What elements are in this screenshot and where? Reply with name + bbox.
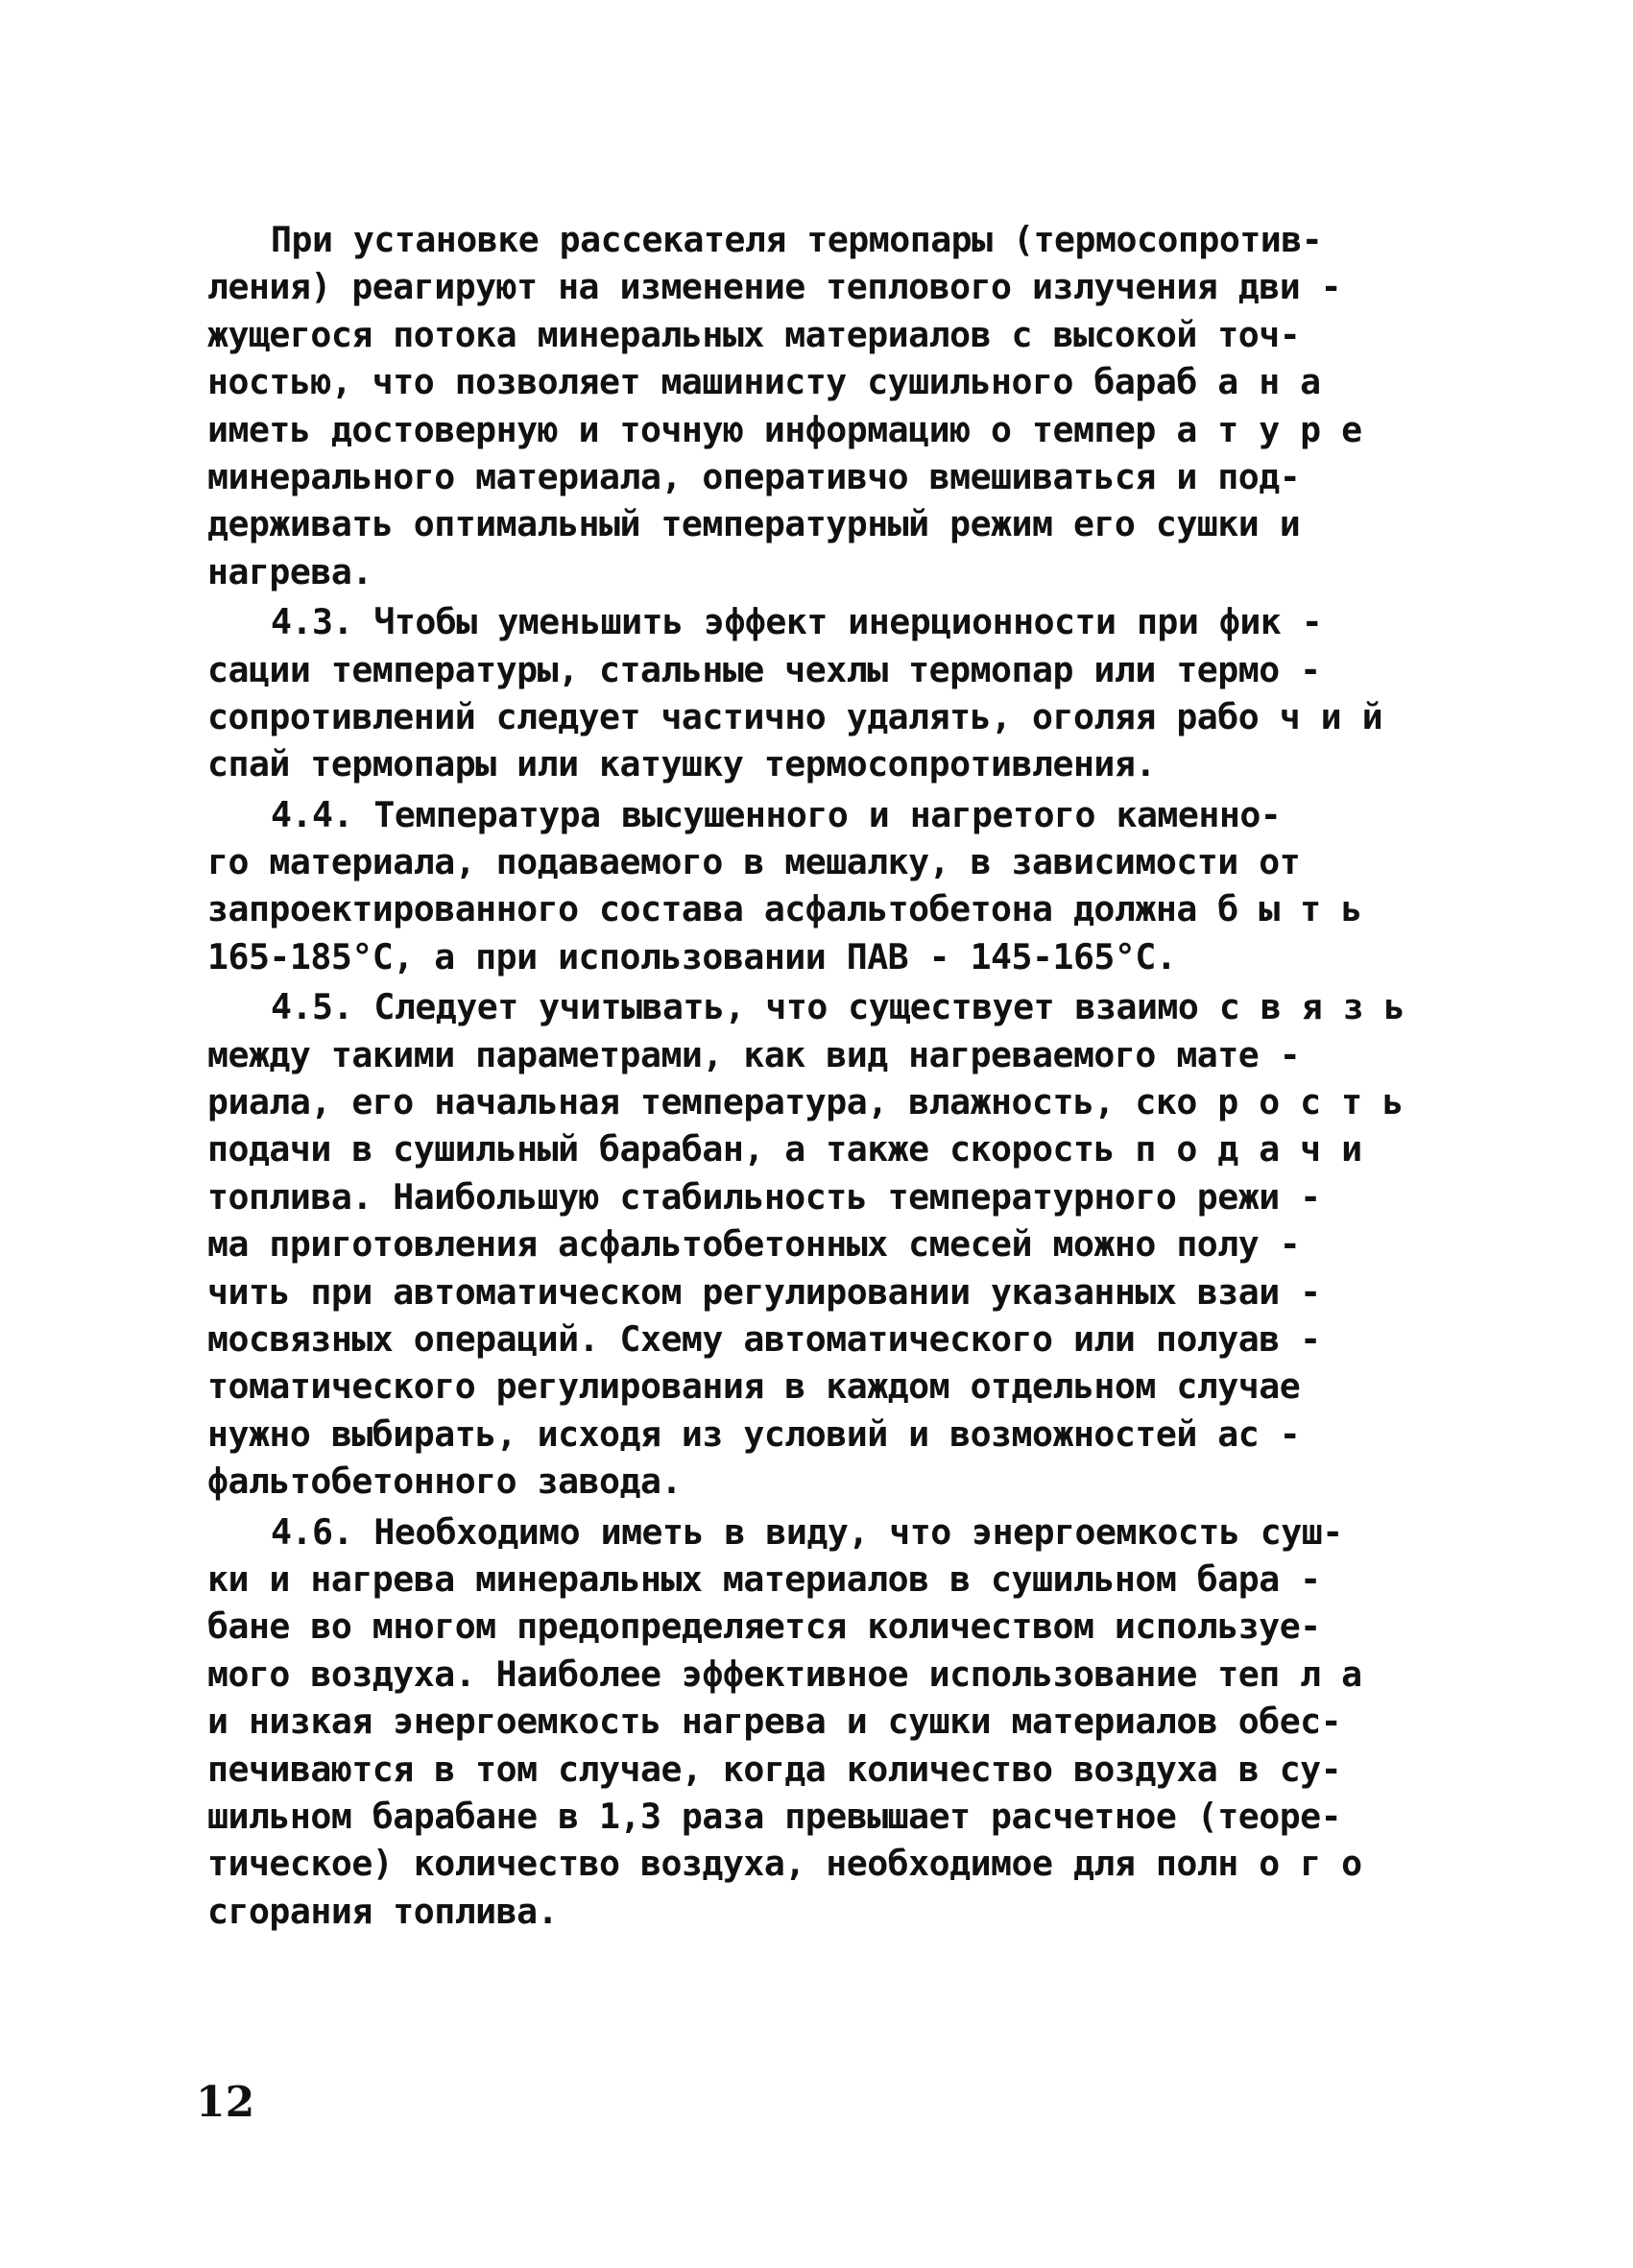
paragraph-thermocouple-installation <box>207 216 1448 595</box>
text-line: сации температуры, стальные чехлы термопар или термо - <box>207 648 1321 690</box>
text-line: жущегося потока минеральных материалов с высокой точ- <box>207 313 1301 355</box>
paragraph-4-5 <box>207 983 1448 1505</box>
text-line: ностью, что позволяет машинисту сушильного бараб а н а <box>207 361 1321 403</box>
text-line: 165-185°С, а при использовании ПАВ - 145-165°С. <box>207 935 1177 977</box>
text-line: чить при автоматическом регулировании указанных взаи - <box>207 1270 1321 1313</box>
text-line: топлива. Наибольшую стабильность температурного режи - <box>207 1175 1321 1218</box>
text-line: ки и нагрева минеральных материалов в сушильном бара - <box>207 1557 1321 1600</box>
paragraph-4-4 <box>207 791 1448 981</box>
text-line: мого воздуха. Наиболее эффективное использование теп л а <box>207 1653 1362 1695</box>
text-line: подачи в сушильный барабан, а также скорость п о д а ч и <box>207 1128 1362 1170</box>
text-line: мосвязных операций. Схему автоматического или полуав - <box>207 1317 1321 1360</box>
paragraph-4-6 <box>207 1508 1448 1936</box>
text-line: тическое) количество воздуха, необходимое для полн о г о <box>207 1843 1362 1885</box>
text-line: иметь достоверную и точную информацию о темпер а т у р е <box>207 408 1362 450</box>
text-line: 4.4. Температура высушенного и нагретого каменно- <box>271 793 1282 835</box>
text-line: сопротивлений следует частично удалять, оголяя рабо ч и й <box>207 695 1383 737</box>
text-line: минерального материала, оперативчо вмешиваться и под- <box>207 455 1301 497</box>
text-line: шильном барабане в 1,3 раза превышает расчетное (теоре- <box>207 1795 1342 1837</box>
page-number: 12 <box>196 2078 255 2127</box>
text-line: нужно выбирать, исходя из условий и возможностей ас - <box>207 1412 1301 1455</box>
text-line: ления) реагируют на изменение теплового излучения дви - <box>207 266 1342 308</box>
text-line: печиваются в том случае, когда количество воздуха в су- <box>207 1748 1342 1790</box>
text-line: спай термопары или катушку термосопротивления. <box>207 743 1156 785</box>
text-line: нагрева. <box>207 550 372 592</box>
text-line: 4.6. Необходимо иметь в виду, что энергоемкость суш- <box>271 1510 1343 1553</box>
text-line: ма приготовления асфальтобетонных смесей можно полу - <box>207 1223 1301 1266</box>
text-line: 4.5. Следует учитывать, что существует взаимо с в я з ь <box>271 986 1405 1028</box>
text-line: запроектированного состава асфальтобетона должна б ы т ь <box>207 888 1362 930</box>
text-line: между такими параметрами, как вид нагреваемого мате - <box>207 1033 1301 1075</box>
text-line: При установке рассекателя термопары (термосопротив- <box>271 219 1323 260</box>
text-line: и низкая энергоемкость нагрева и сушки материалов обес- <box>207 1701 1342 1743</box>
text-line: держивать оптимальный температурный режим его сушки и <box>207 503 1301 545</box>
text-line: фальтобетонного завода. <box>207 1460 682 1503</box>
paragraph-4-3 <box>207 598 1448 788</box>
text-line: сгорания топлива. <box>207 1890 559 1932</box>
text-line: томатического регулирования в каждом отдельном случае <box>207 1365 1301 1408</box>
text-line: 4.3. Чтобы уменьшить эффект инерционности при фик - <box>271 601 1323 643</box>
text-line: бане во многом предопределяется количеством используе- <box>207 1605 1321 1648</box>
text-line: го материала, подаваемого в мешалку, в зависимости от <box>207 841 1301 883</box>
text-line: риала, его начальная температура, влажность, ско р о с т ь <box>207 1081 1404 1123</box>
document-page <box>207 216 1448 1935</box>
